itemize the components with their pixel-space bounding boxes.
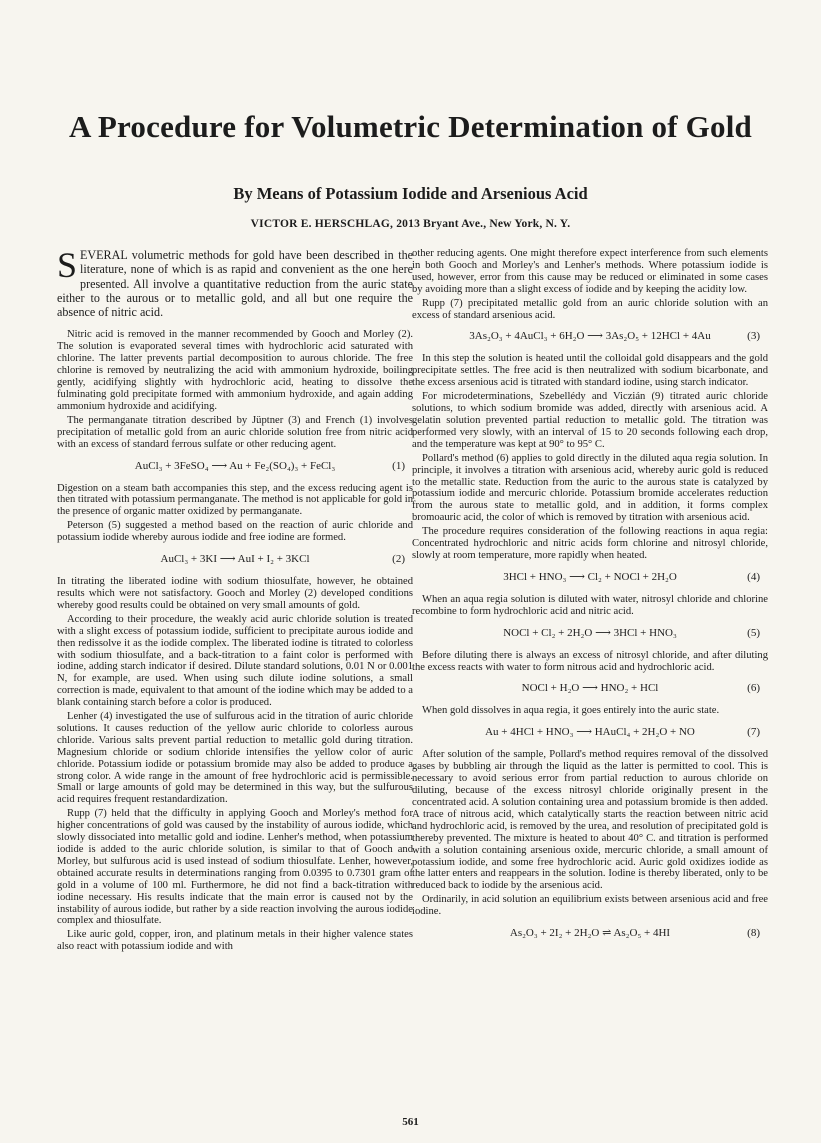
equation-5 [412,627,768,640]
page-number: 561 [402,1116,419,1128]
equation-number: (7) [747,726,760,739]
paragraph: Lenher (4) investigated the use of sulfurous acid in the titration of auric chloride solutions. It causes reduction of the yellow auric chloride to colorless aurous chloride. Various salts prevent partial reduction to metallic gold during titration. Magnesium chloride or sodium chloride intensifies the yellow color of auric chloride. Potassium iodide or potassium bromide may also be added to produce a strong color. A wide range in the amount of free hydrochloric acid is permissible. Small or large amounts of gold may be determined in this way, but the sulfurous acid requires frequent restandardization. [57,711,413,806]
paragraph: Like auric gold, copper, iron, and platinum metals in their higher valence states also react with potassium iodide and with [57,929,413,953]
equation-3 [412,330,768,343]
equation-text: NOCl + H₂O ⟶ HNO₂ + HCl [521,682,659,695]
equation-text: AuCl₃ + 3FeSO₄ ⟶ Au + Fe₂(SO₄)₃ + FeCl₃ [134,459,336,472]
left-column [57,245,413,955]
paragraph: For microdeterminations, Szebellédy and Viczián (9) titrated auric chloride solutions, to which sodium bromide was added, directly with arsenious acid. A gelatin solution prevented partial reduction to metallic gold. The titration was performed very slowly, with an interval of 15 to 20 seconds following each drop, and the temperature was kept at 90° to 95° C. [412,391,768,450]
opening-paragraph: SEVERAL volumetric methods for gold have been described in the literature, none of which is as rapid and convenient as the one here presented. All involve a quantitative reduction from the auric state either to the aurous or to metallic gold, and all but one require the absence of nitric acid. [57,245,413,320]
equation-text: Au + 4HCl + HNO₃ ⟶ HAuCl₄ + 2H₂O + NO [485,726,695,739]
drop-cap: S [57,245,78,285]
equation-text: 3As₂O₃ + 4AuCl₃ + 6H₂O ⟶ 3As₂O₅ + 12HCl + 4Au [469,330,711,343]
author-line [40,217,781,231]
paragraph: Ordinarily, in acid solution an equilibrium exists between arsenious acid and free iodine. [412,894,768,918]
equation-number: (5) [747,626,760,639]
paragraph: In titrating the liberated iodine with sodium thiosulfate, however, he obtained results which were not satisfactory. Gooch and Morley (2) developed conditions whereby good results could be obtained on very small amounts of gold. [57,576,413,611]
paragraph: After solution of the sample, Pollard's method requires removal of the dissolved gases by bubbling air through the liquid as the latter is permitted to cool. This is necessary to avoid serious error from partial reduction to aurous chloride on diluting, because of the excess nitrosyl chloride originally present in the concentrated acid. A solution containing urea and potassium bromide is then added. A trace of nitrous acid, which catalytically starts the reaction between nitric acid and hydrochloric acid, is removed by the urea, and resolution of precipitated gold is thereby prevented. The mixture is heated to about 40° C. and titration is performed with a solution containing arsenious oxide, mercuric chloride, a small amount of potassium iodide, and some free hydrochloric acid. Auric gold oxidizes iodide as the latter enters and reappears in the solution. Iodine is thereby liberated, only to be reduced back to iodide by the arsenious acid. [412,749,768,892]
equation-text: 3HCl + HNO₃ ⟶ Cl₂ + NOCl + 2H₂O [503,570,677,583]
equation-number: (8) [747,927,760,940]
paragraph: When an aqua regia solution is diluted with water, nitrosyl chloride and chlorine recombine to form hydrochloric acid and nitric acid. [412,593,768,617]
equation-text: As₂O₃ + 2I₂ + 2H₂O ⇌ As₂O₅ + 4HI [509,927,671,940]
author-name: VICTOR E. HERSCHLAG, [250,218,394,230]
paragraph: Rupp (7) held that the difficulty in applying Gooch and Morley's method for higher concentrations of gold was caused by the instability of aurous iodide, which slowly dissociated into metallic gold and iodine. Lenher's method, when potassium iodide is added to the auric chloride solution, is similar to that of Gooch and Morley, but sulfurous acid is used instead of sodium thiosulfate. Lenher, however, obtained accurate results in determinations ranging from 0.0395 to 0.7301 gram of gold in a volume of 100 ml. Furthermore, he did not find a back-titration with iodine necessary. His results indicate that the main error is caused not by the instability of aurous iodide, but rather by a side reaction involving the aurous iodide complex and thiosulfate. [57,808,413,927]
author-affiliation: 2013 Bryant Ave., New York, N. Y. [396,218,571,230]
equation-4 [412,571,768,584]
equation-7 [412,726,768,739]
paragraph: Peterson (5) suggested a method based on the reaction of auric chloride and potassium iodide whereby aurous iodide and free iodine are formed. [57,520,413,544]
equation-1 [57,460,413,473]
equation-6 [412,682,768,695]
equation-text: NOCl + Cl₂ + 2H₂O ⟶ 3HCl + HNO₃ [503,626,677,639]
paragraph: The permanganate titration described by Jüptner (3) and French (1) involves precipitation of metallic gold from an auric chloride solution free from nitric acid with an excess of standard ferrous sulfate or other reducing agent. [57,414,413,450]
paragraph: Nitric acid is removed in the manner recommended by Gooch and Morley (2). The solution is evaporated several times with hydrochloric acid saturated with chlorine. The latter prevents partial decomposition to aurous chloride. The free chlorine is removed by neutralizing the acid with ammonium hydroxide, boiling gently, acidifying slightly with hydrochloric acid, heating to dissolve the fulminating gold precipitate formed with ammonium hydroxide, and again adding ammonium hydroxide and acidifying. [57,329,413,412]
equation-2 [57,553,413,566]
article-title: A Procedure for Volumetric Determination of Gold [69,109,752,144]
paragraph: According to their procedure, the weakly acid auric chloride solution is treated with a slight excess of potassium iodide, sufficient to precipitate aurous iodide and then redissolve it as the iodide complex. The liberated iodine is titrated to colorless with sodium thiosulfate, and a back-titration to a faint color is performed with iodine, adding starch indicator if desired. Dilute standard solutions, 0.01 N or 0.001 N, for example, are used. When using such dilute iodine solutions, a small correction is made, equivalent to that amount of the iodine which may be added to a blank containing starch before a color is produced. [57,613,413,709]
right-column [412,248,768,950]
equation-number: (2) [392,553,405,566]
paragraph: Rupp (7) precipitated metallic gold from an auric chloride solution with an excess of standard arsenious acid. [412,297,768,321]
equation-number: (6) [747,682,760,695]
paragraph: Before diluting there is always an excess of nitrosyl chloride, and after diluting the excess reacts with water to form nitrous acid and hydrochloric acid. [412,649,768,673]
paragraph: The procedure requires consideration of the following reactions in aqua regia: Concentrated hydrochloric and nitric acids form chlorine and nitrosyl chloride, slowly at room temperature, more rapidly when heated. [412,526,768,561]
equation-number: (4) [747,570,760,583]
equation-number: (3) [747,330,760,343]
paragraph: other reducing agents. One might therefore expect interference from such elements in both Gooch and Morley's and Lenher's methods. Where potassium iodide is used, however, error from this cause may be reduced or eliminated in some cases by avoiding more than a slight excess of iodide and by keeping the acidity low. [412,248,768,295]
equation-8 [412,927,768,940]
paragraph: Pollard's method (6) applies to gold directly in the diluted aqua regia solution. In principle, it involves a titration with arsenious acid, whereby auric gold is reduced to the metallic state. Reduction from the auric to the aurous state is catalyzed by potassium iodide and mercuric chloride. Potassium bromide accelerates reduction from the aurous state to metallic gold, and in addition, it forms complex bromoauric acid, the color of which is removed by titration with arsenious acid. [412,452,768,524]
paragraph: When gold dissolves in aqua regia, it goes entirely into the auric state. [422,705,720,717]
paragraph: In this step the solution is heated until the colloidal gold disappears and the gold precipitate settles. The free acid is then neutralized with sodium bicarbonate, and the excess arsenious acid is titrated with standard iodine, using starch indicator. [412,353,768,389]
article-subtitle: By Means of Potassium Iodide and Arsenious Acid [233,184,588,203]
equation-number: (1) [392,459,405,472]
equation-text: AuCl₃ + 3KI ⟶ AuI + I₂ + 3KCl [160,553,310,566]
paragraph: Digestion on a steam bath accompanies this step, and the excess reducing agent is then titrated with potassium permanganate. The method is not applicable for gold in the presence of organic matter oxidized by permanganate. [57,482,413,518]
